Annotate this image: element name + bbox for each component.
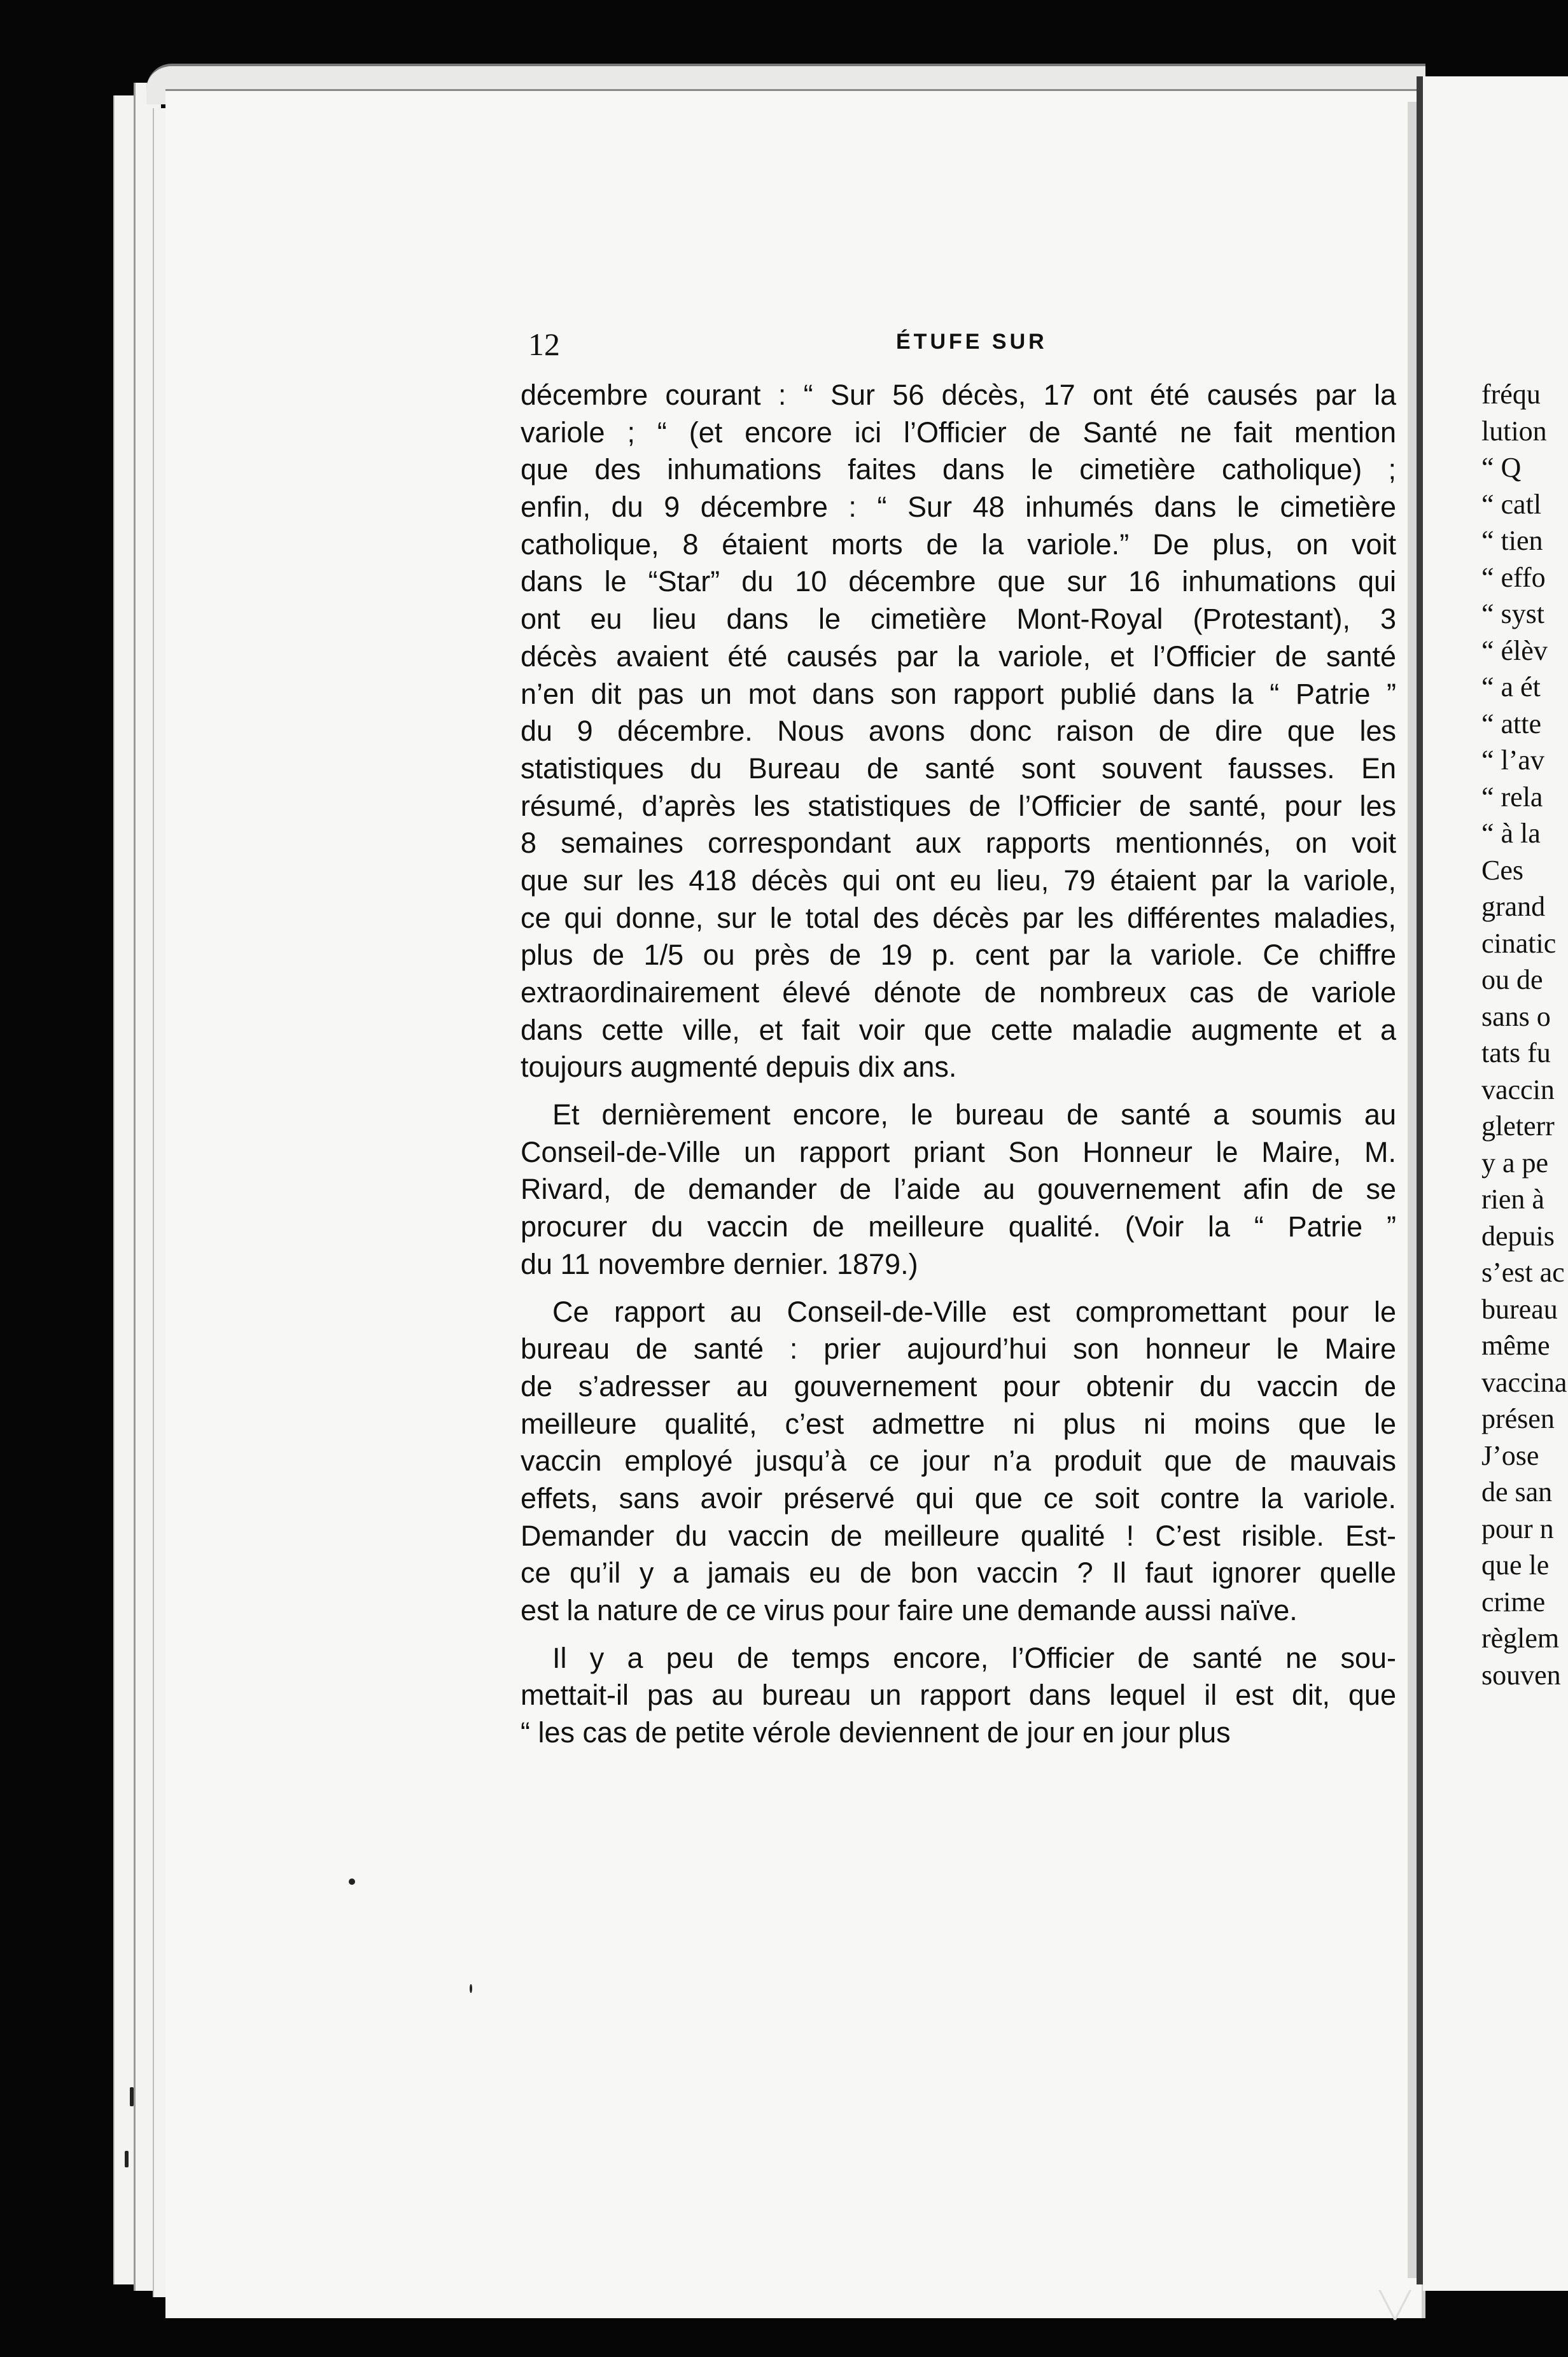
text-line: que sur les 418 décès qui ont eu lieu, 79 étaient par la variole, <box>521 864 1396 897</box>
text-line: résumé, d’après les statistiques de l’Officier de santé, pour les <box>521 789 1396 822</box>
right-page-line: ou de <box>1481 964 1543 995</box>
gutter-shadow <box>1408 102 1417 2278</box>
scan-mark: ╲╱ <box>1380 2291 1411 2320</box>
right-page-line: même <box>1481 1330 1550 1361</box>
right-page-line: bureau <box>1481 1293 1558 1325</box>
right-page-line: lution <box>1481 415 1547 447</box>
text-line: ont eu lieu dans le cimetière Mont-Royal (Protestant), 3 <box>521 603 1396 636</box>
right-page-line: “ Q <box>1481 452 1522 483</box>
right-page-line: fréqu <box>1481 379 1541 410</box>
text-line: Conseil-de-Ville un rapport priant Son Honneur le Maire, M. <box>521 1135 1396 1168</box>
page-gutter <box>1417 76 1423 2284</box>
right-page-line: rien à <box>1481 1184 1544 1215</box>
right-page-line: présen <box>1481 1403 1555 1434</box>
right-page-line: de san <box>1481 1476 1553 1507</box>
right-page-line: y a pe <box>1481 1147 1549 1178</box>
text-line: dans cette ville, et fait voir que cette maladie augmente et a <box>521 1013 1396 1046</box>
text-line: Demander du vaccin de meilleure qualité ! C’est risible. Est- <box>521 1519 1396 1552</box>
page-number: 12 <box>528 326 560 362</box>
text-line: mettait-il pas au bureau un rapport dans lequel il est dit, que <box>521 1679 1396 1712</box>
text-line: ce qui donne, sur le total des décès par les différentes maladies, <box>521 901 1396 934</box>
right-page-line: “ a ét <box>1481 671 1541 703</box>
right-page-line: cinatic <box>1481 927 1557 959</box>
right-page-line: “ atte <box>1481 708 1542 739</box>
text-line: Il y a peu de temps encore, l’Officier de santé ne sou- <box>552 1641 1396 1674</box>
text-line: Et dernièrement encore, le bureau de santé a soumis au <box>552 1098 1396 1131</box>
text-line: meilleure qualité, c’est admettre ni plus ni moins que le <box>521 1407 1396 1440</box>
paper-speck <box>125 2151 129 2167</box>
text-line: catholique, 8 étaient morts de la variole.” De plus, on voit <box>521 528 1396 561</box>
text-line: statistiques du Bureau de santé sont souvent fausses. En <box>521 752 1396 785</box>
text-line: effets, sans avoir préservé qui que ce soit contre la variole. <box>521 1481 1396 1514</box>
right-page-line: “ catl <box>1481 488 1542 520</box>
text-line: n’en dit pas un mot dans son rapport publié dans la “ Patrie ” <box>521 677 1396 710</box>
right-page-line: gleterr <box>1481 1110 1555 1142</box>
paragraph <box>521 1294 1396 1630</box>
right-page-line: “ l’av <box>1481 745 1544 776</box>
text-line: variole ; “ (et encore ici l’Officier de Santé ne fait mention <box>521 416 1396 449</box>
right-page-line: “ tien <box>1481 525 1543 556</box>
text-line: ce qu’il y a jamais eu de bon vaccin ? Il faut ignorer quelle <box>521 1556 1396 1590</box>
body-text <box>521 377 1396 1752</box>
right-page-line: J’ose <box>1481 1439 1539 1471</box>
right-page-line: depuis <box>1481 1220 1555 1252</box>
text-line: que des inhumations faites dans le cimetière catholique) ; <box>521 453 1396 486</box>
right-page-line: tats fu <box>1481 1037 1551 1068</box>
running-head: ÉTUFE SUR <box>896 330 1047 354</box>
text-line: de s’adresser au gouvernement pour obtenir du vaccin de <box>521 1369 1396 1402</box>
text-line: décembre courant : “ Sur 56 décès, 17 ont été causés par la <box>521 379 1396 411</box>
paragraph <box>521 1096 1396 1283</box>
text-line: “ les cas de petite vérole deviennent de jour en jour plus <box>521 1716 1231 1749</box>
paragraph-gap <box>521 1630 1396 1640</box>
right-page-line: “ à la <box>1481 818 1541 849</box>
paper-speck <box>470 1984 472 1993</box>
text-line: bureau de santé : prier aujourd’hui son honneur le Maire <box>521 1332 1396 1366</box>
text-line: Rivard, de demander de l’aide au gouvernement afin de se <box>521 1173 1396 1206</box>
right-page-line: “ rela <box>1481 781 1543 813</box>
text-line: procurer du vaccin de meilleure qualité. (Voir la “ Patrie ” <box>521 1210 1396 1243</box>
text-line: enfin, du 9 décembre : “ Sur 48 inhumés dans le cimetière <box>521 491 1396 524</box>
right-page-line: grand <box>1481 891 1546 922</box>
text-line: vaccin employé jusqu’à ce jour n’a produit que de mauvais <box>521 1444 1396 1478</box>
paragraph <box>521 377 1396 1086</box>
paper-speck <box>349 1878 355 1885</box>
text-line: 8 semaines correspondant aux rapports mentionnés, on voit <box>521 827 1396 860</box>
text-line: décès avaient été causés par la variole, et l’Officier de santé <box>521 640 1396 673</box>
text-line: toujours augmenté depuis dix ans. <box>521 1051 957 1084</box>
right-page-line: souven <box>1481 1659 1561 1691</box>
text-line: du 9 décembre. Nous avons donc raison de dire que les <box>521 715 1396 748</box>
paragraph <box>521 1640 1396 1752</box>
text-line: dans le “Star” du 10 décembre que sur 16 inhumations qui <box>521 565 1396 598</box>
right-page-line: Ces <box>1481 854 1523 886</box>
right-page <box>1423 76 1568 2291</box>
text-line: du 11 novembre dernier. 1879.) <box>521 1247 918 1280</box>
paragraph-gap <box>521 1086 1396 1096</box>
right-page-line: vaccin <box>1481 1074 1555 1105</box>
paper-speck <box>130 2087 134 2106</box>
right-page-line: crime <box>1481 1586 1546 1618</box>
text-line: est la nature de ce virus pour faire une demande aussi naïve. <box>521 1594 1298 1626</box>
right-page-line: que le <box>1481 1549 1550 1581</box>
right-page-line: vaccina <box>1481 1366 1567 1398</box>
right-page-line: pour n <box>1481 1513 1554 1544</box>
text-line: plus de 1/5 ou près de 19 p. cent par la variole. Ce chiffre <box>521 939 1396 972</box>
right-page-line: “ syst <box>1481 598 1544 629</box>
text-line: extraordinairement élevé dénote de nombreux cas de variole <box>521 976 1396 1009</box>
right-page-line: sans o <box>1481 1000 1551 1032</box>
text-line: Ce rapport au Conseil-de-Ville est compromettant pour le <box>552 1295 1396 1328</box>
right-page-line: s’est ac <box>1481 1257 1565 1288</box>
right-page-line: règlem <box>1481 1623 1560 1654</box>
right-page-line: “ élèv <box>1481 634 1548 666</box>
right-page-line: “ effo <box>1481 561 1546 593</box>
paragraph-gap <box>521 1283 1396 1294</box>
